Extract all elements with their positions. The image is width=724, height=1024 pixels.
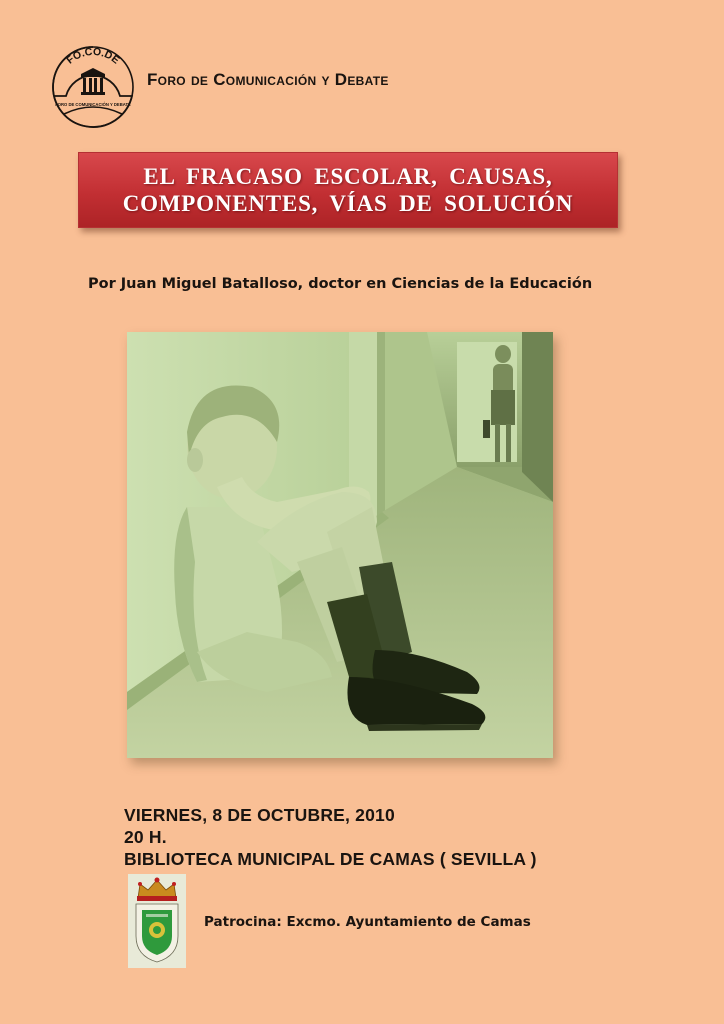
event-date: VIERNES, 8 DE OCTUBRE, 2010 bbox=[124, 805, 395, 825]
logo-text-ring: FORO DE COMUNICACIÓN Y DEBATE bbox=[55, 102, 131, 107]
org-title: Foro de Comunicación y Debate bbox=[147, 70, 389, 89]
sponsor-text: Patrocina: Excmo. Ayuntamiento de Camas bbox=[204, 914, 531, 930]
sad-child-photo-icon bbox=[127, 332, 553, 758]
event-info bbox=[124, 804, 537, 870]
foco-de-logo-icon bbox=[50, 44, 136, 132]
logo-text-top: FO.CO.DE bbox=[64, 45, 122, 67]
title-line-1: EL FRACASO ESCOLAR, CAUSAS, bbox=[143, 164, 553, 189]
event-time: 20 H. bbox=[124, 827, 167, 847]
camas-coat-of-arms-icon bbox=[128, 874, 186, 968]
event-place: BIBLIOTECA MUNICIPAL DE CAMAS ( SEVILLA ) bbox=[124, 849, 537, 869]
title-banner bbox=[78, 152, 618, 228]
title-line-2: COMPONENTES, VÍAS DE SOLUCIÓN bbox=[122, 191, 574, 216]
author-line: Por Juan Miguel Batalloso, doctor en Ciencias de la Educación bbox=[88, 276, 593, 292]
